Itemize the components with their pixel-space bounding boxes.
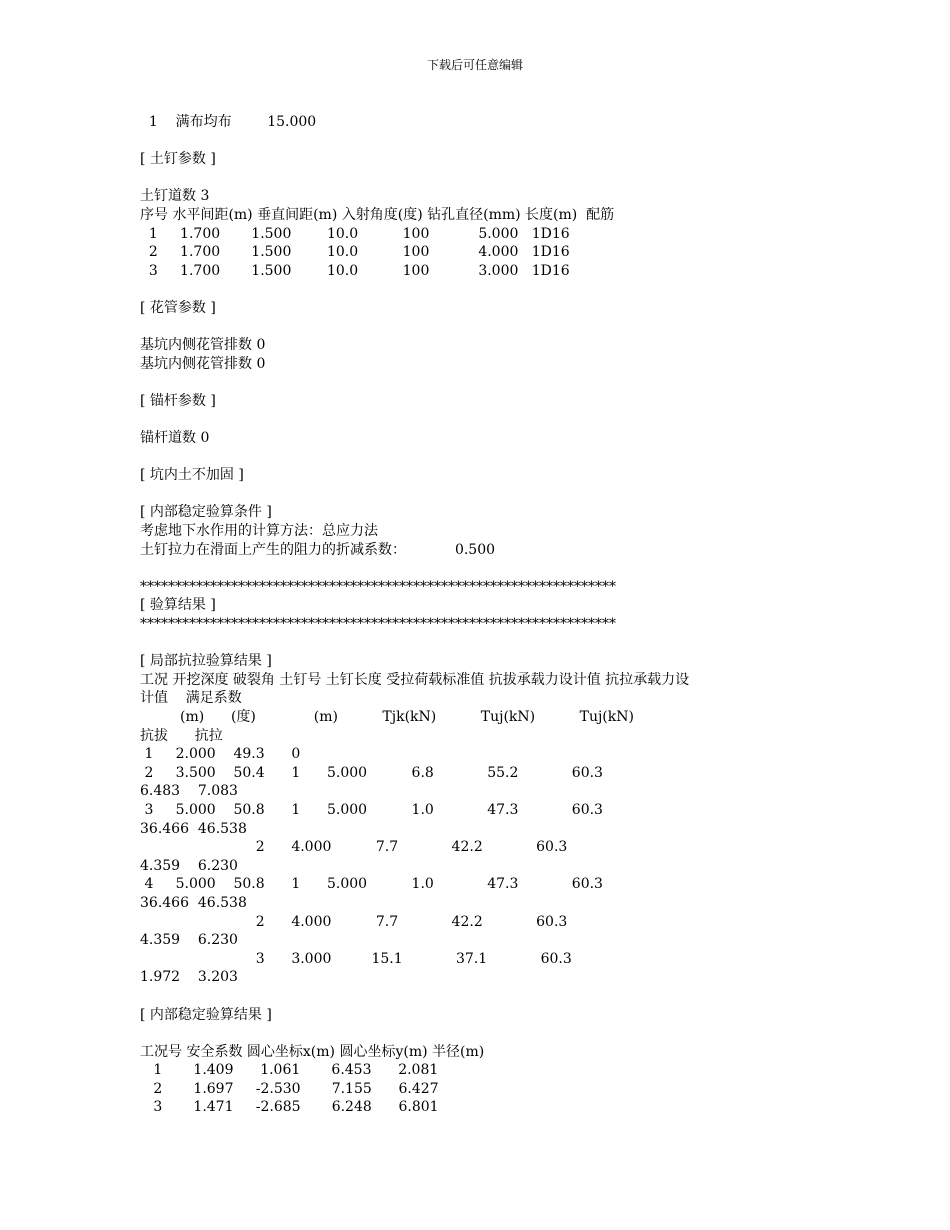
document-line: 土钉道数 3 xyxy=(140,188,210,205)
document-line: 36.466 46.538 xyxy=(140,894,247,911)
document-line xyxy=(140,373,920,392)
document-line: 3 1.471 -2.685 6.248 6.801 xyxy=(140,1099,439,1116)
document-line: [ 锚杆参数 ] xyxy=(140,392,216,409)
document-line: [ 验算结果 ] xyxy=(140,597,216,614)
page-header-note: 下载后可任意编辑 xyxy=(426,58,523,72)
document-line: 土钉拉力在滑面上产生的阻力的折减系数： 0.500 xyxy=(140,541,496,558)
document-line xyxy=(140,485,920,504)
document-line: ******************************************************************** xyxy=(140,616,616,633)
document-line: 1.972 3.203 xyxy=(140,969,238,986)
document-line: 基坑内侧花管排数 0 xyxy=(140,337,266,354)
document-line: (m) (度) (m) Tjk(kN) Tuj(kN) Tuj(kN) xyxy=(140,709,634,725)
document-line: 2 3.500 50.4 1 5.000 6.8 55.2 60.3 xyxy=(140,764,603,781)
document-line xyxy=(140,280,920,299)
document-line xyxy=(140,411,920,430)
document-line: ******************************************************************** xyxy=(140,578,616,595)
document-line: 4.359 6.230 xyxy=(140,857,238,874)
document-line: [ 坑内土不加固 ] xyxy=(140,467,244,484)
document-line xyxy=(140,132,920,151)
document-line: 2 1.697 -2.530 7.155 6.427 xyxy=(140,1080,439,1097)
document-line: 3 3.000 15.1 37.1 60.3 xyxy=(140,950,572,967)
document-body xyxy=(140,113,920,1117)
document-line: [ 花管参数 ] xyxy=(140,299,216,316)
document-line: 36.466 46.538 xyxy=(140,820,247,837)
document-line: 3 1.700 1.500 10.0 100 3.000 1D16 xyxy=(140,262,570,279)
document-line: 工况号 安全系数 圆心坐标x(m) 圆心坐标y(m) 半径(m) xyxy=(140,1043,485,1060)
document-line xyxy=(140,448,920,467)
document-line: 1 1.700 1.500 10.0 100 5.000 1D16 xyxy=(140,225,570,242)
document-line xyxy=(140,987,920,1006)
document-line xyxy=(140,1024,920,1043)
document-line xyxy=(140,634,920,653)
document-line: 6.483 7.083 xyxy=(140,783,238,800)
document-line: [ 土钉参数 ] xyxy=(140,151,216,168)
document-line: 工况 开挖深度 破裂角 土钉号 土钉长度 受拉荷载标准值 抗拔承载力设计值 抗拉承载力设 xyxy=(140,671,690,688)
document-line xyxy=(140,318,920,337)
document-line: [ 内部稳定验算条件 ] xyxy=(140,504,272,521)
document-line: 4.359 6.230 xyxy=(140,932,238,949)
document-line: 基坑内侧花管排数 0 xyxy=(140,355,266,372)
document-line: 1 2.000 49.3 0 xyxy=(140,746,301,763)
document-line: 序号 水平间距(m) 垂直间距(m) 入射角度(度) 钻孔直径(mm) 长度(m) 配筋 xyxy=(140,206,615,223)
document-line: 2 4.000 7.7 42.2 60.3 xyxy=(140,913,568,930)
document-line xyxy=(140,169,920,188)
document-line: 4 5.000 50.8 1 5.000 1.0 47.3 60.3 xyxy=(140,876,603,893)
document-line: 考虑地下水作用的计算方法：总应力法 xyxy=(140,523,378,540)
document-line: 1 1.409 1.061 6.453 2.081 xyxy=(140,1062,439,1079)
document-line: 3 5.000 50.8 1 5.000 1.0 47.3 60.3 xyxy=(140,801,603,818)
document-line: 1 满布均布 15.000 xyxy=(140,114,317,130)
document-line: 锚杆道数 0 xyxy=(140,430,210,447)
document-line: [ 内部稳定验算结果 ] xyxy=(140,1006,272,1023)
document-line: 2 1.700 1.500 10.0 100 4.000 1D16 xyxy=(140,244,570,261)
document-line: [ 局部抗拉验算结果 ] xyxy=(140,653,272,670)
document-line: 抗拔 抗拉 xyxy=(140,727,223,744)
document-line xyxy=(140,559,920,578)
document-line: 计值 满足系数 xyxy=(140,690,242,707)
document-line: 2 4.000 7.7 42.2 60.3 xyxy=(140,839,568,856)
